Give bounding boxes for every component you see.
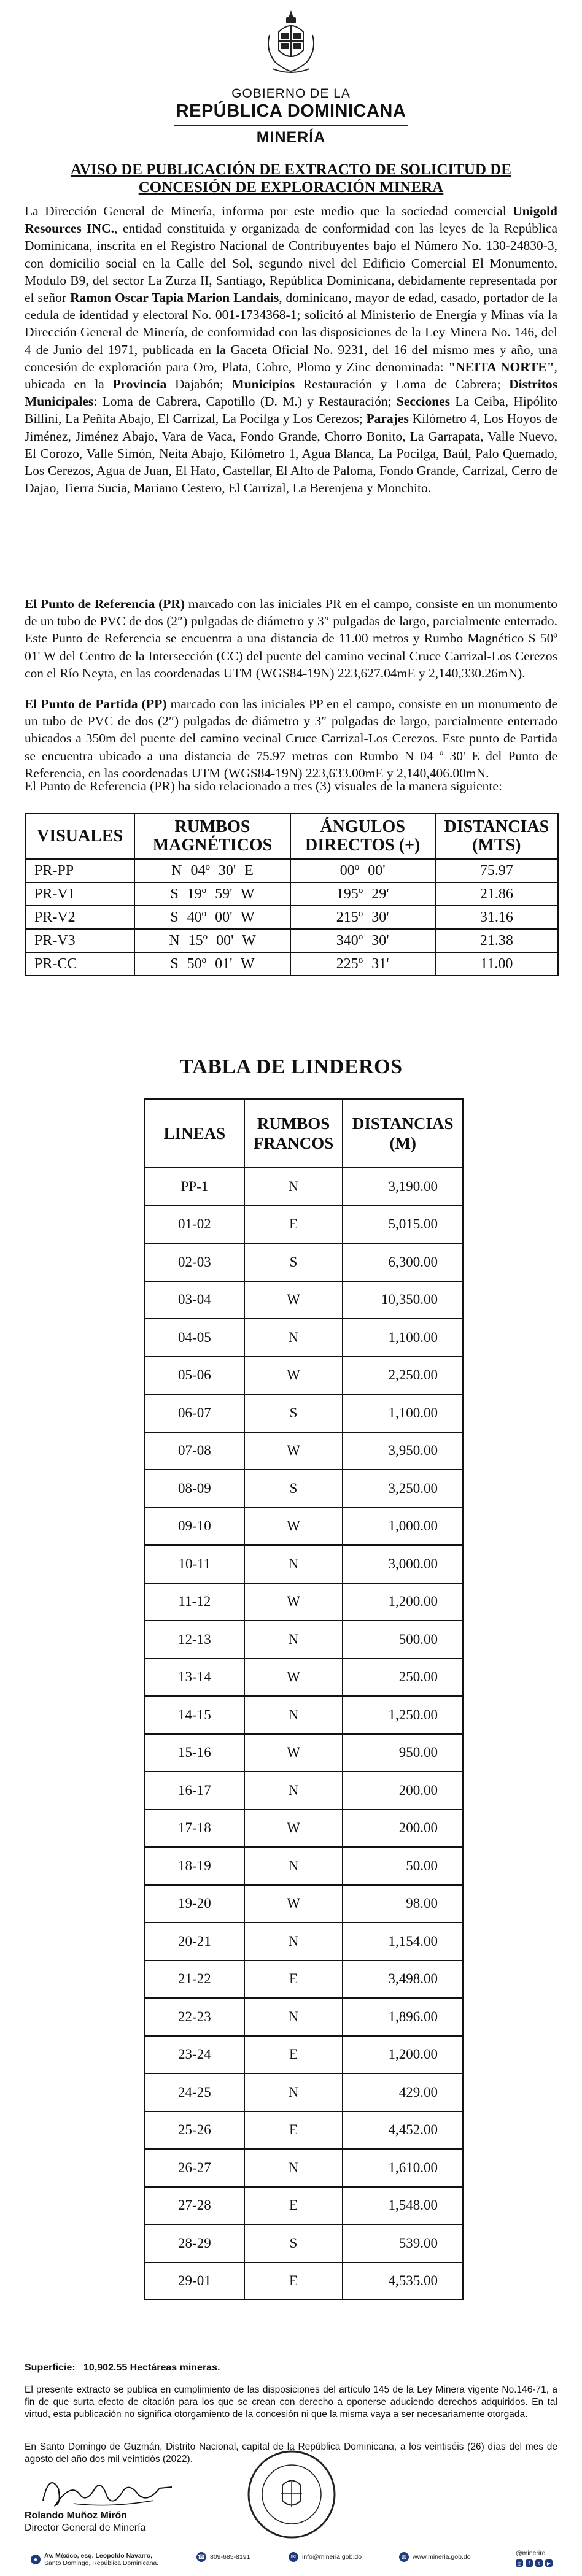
- line-cell: 06-07: [145, 1394, 244, 1432]
- sections-label: Secciones: [396, 394, 451, 409]
- distance-cell: 10,350.00: [343, 1281, 463, 1319]
- line-cell: 25-26: [145, 2111, 244, 2150]
- distance-cell: 98.00: [343, 1885, 463, 1923]
- distance-cell: 1,610.00: [343, 2149, 463, 2187]
- email-link[interactable]: info@mineria.gob.do: [302, 2553, 362, 2561]
- representative-name: Ramon Oscar Tapia Marion Landais: [70, 290, 279, 306]
- distance-cell: 1,250.00: [343, 1696, 463, 1734]
- municipalities-label: Municipios: [231, 377, 295, 392]
- line-cell: 27-28: [145, 2187, 244, 2225]
- column-header: VISUALES: [25, 814, 134, 859]
- place-date: En Santo Domingo de Guzmán, Distrito Nacional, capital de la República Dominicana, a los veintiséis (26) días del mes de agosto del año dos mil veintidós (2022).: [25, 2442, 557, 2464]
- email-item[interactable]: [289, 2552, 362, 2562]
- area-label: Superficie:: [25, 2362, 76, 2373]
- table-row: [145, 1659, 463, 1697]
- social-handle[interactable]: @minerird: [516, 2550, 546, 2557]
- distance-cell: 1,548.00: [343, 2187, 463, 2225]
- direction-cell: W: [244, 1885, 343, 1923]
- distance-cell: 4,535.00: [343, 2262, 463, 2300]
- paragraph-reference-point: [25, 595, 557, 682]
- area-line: [25, 2362, 220, 2374]
- distance-cell: 250.00: [343, 1659, 463, 1697]
- line-cell: 08-09: [145, 1470, 244, 1508]
- paragraph-visuals-intro: El Punto de Referencia (PR) ha sido relacionado a tres (3) visuales de la manera siguiente:: [25, 779, 502, 793]
- instagram-icon[interactable]: ◎: [516, 2559, 523, 2567]
- boundaries-table-title: TABLA DE LINDEROS: [179, 1055, 403, 1078]
- social-icons: [516, 2559, 553, 2567]
- header-divider: [174, 125, 408, 126]
- line-cell: 18-19: [145, 1847, 244, 1885]
- location-icon: ●: [31, 2555, 41, 2564]
- signer-block: [25, 2510, 146, 2534]
- table-row: [145, 1810, 463, 1848]
- concession-name: "NEITA NORTE": [448, 359, 554, 374]
- web-link[interactable]: www.mineria.gob.do: [413, 2553, 471, 2561]
- distance-cell: 2,250.00: [343, 1357, 463, 1395]
- distance-cell: 3,250.00: [343, 1470, 463, 1508]
- line-cell: 09-10: [145, 1508, 244, 1546]
- table-row: [145, 1470, 463, 1508]
- government-line1: GOBIERNO DE LA: [231, 87, 351, 101]
- address-text: Av. México, esq. Leopoldo Navarro, Santo Domingo, República Dominicana.: [44, 2552, 159, 2567]
- distance-cell: 539.00: [343, 2224, 463, 2262]
- angle-cell: 225º 31': [290, 952, 435, 976]
- direction-cell: N: [244, 1545, 343, 1583]
- line-cell: 29-01: [145, 2262, 244, 2300]
- letterhead: [0, 7, 582, 147]
- phone-item[interactable]: [196, 2552, 250, 2562]
- government-line2: REPÚBLICA DOMINICANA: [176, 101, 406, 121]
- distance-cell: 500.00: [343, 1621, 463, 1659]
- line-cell: 02-03: [145, 1243, 244, 1281]
- text-segment: marcado con las iniciales PP en el campo, consiste en un monumento de un tubo de PVC de dos (2″) pulgadas de diámetro y 3″ pulgadas de largo, parcialmente enterrado ubicados a 350m del puente del camino vecinal Cruce Carrizal-Los Cerezos. Este punto de Partida se encuentra ubicado a una distancia de 75.97 metros con Rumbo N 04 º 30' E del Punto de Referencia, en las coordenadas UTM (WGS84-19N) 223,633.00mE y 2,140,406.00mN.: [25, 696, 557, 781]
- phone-text[interactable]: 809-685-8191: [210, 2553, 250, 2561]
- text-segment: La Dirección General de Minería, informa por este medio que la sociedad comercial: [25, 204, 513, 218]
- direction-cell: N: [244, 1847, 343, 1885]
- reference-point-label: El Punto de Referencia (PR): [25, 596, 185, 611]
- column-header: LINEAS: [145, 1099, 244, 1168]
- distance-cell: 1,200.00: [343, 1583, 463, 1621]
- direction-cell: W: [244, 1583, 343, 1621]
- direction-cell: W: [244, 1432, 343, 1470]
- coat-of-arms-icon: [254, 7, 328, 81]
- contact-bar: [12, 2547, 570, 2569]
- table-row: [145, 1696, 463, 1734]
- text-segment: Dajabón;: [166, 377, 232, 392]
- distance-cell: 200.00: [343, 1772, 463, 1810]
- text-segment: , dominicano, mayor de edad, casado, portador de la cedula de identidad y electoral No. 001-1734368-1; solicitó al Ministerio de Energía y Minas vía la Dirección General de Minería, de conformidad con las disposiciones de la Ley Minera No. 146, del 4 de Junio del 1971, publicada en la Gaceta Oficial No. 9231, del 16 del mismo mes y año, una concesión de exploración para Oro, Plata, Cobre, Plomo y Zinc denominada:: [25, 290, 558, 374]
- column-header: DISTANCIAS (MTS): [435, 814, 558, 859]
- direction-cell: N: [244, 1168, 343, 1206]
- column-header: RUMBOS MAGNÉTICOS: [134, 814, 290, 859]
- column-header: ÁNGULOS DIRECTOS (+): [290, 814, 435, 859]
- facebook-icon[interactable]: f: [526, 2559, 533, 2567]
- signer-title: Director General de Minería: [25, 2523, 146, 2533]
- text-segment: La Ceiba, Hipólito Billini, La Peñita Abajo, El Carrizal, La Pocilga y Los Cerezos;: [25, 394, 557, 426]
- direction-cell: E: [244, 2036, 343, 2074]
- line-cell: 20-21: [145, 1922, 244, 1961]
- line-cell: 16-17: [145, 1772, 244, 1810]
- line-cell: 26-27: [145, 2149, 244, 2187]
- line-cell: 14-15: [145, 1696, 244, 1734]
- table-row: [145, 1281, 463, 1319]
- table-row: [25, 906, 558, 929]
- distance-cell: 1,896.00: [343, 1998, 463, 2036]
- bearing-cell: N 15º 00' W: [134, 929, 290, 952]
- direction-cell: W: [244, 1659, 343, 1697]
- table-row: [145, 1432, 463, 1470]
- web-item[interactable]: [399, 2552, 471, 2562]
- visual-cell: PR-CC: [25, 952, 134, 976]
- angle-cell: 215º 30': [290, 906, 435, 929]
- table-row: [145, 1206, 463, 1244]
- phone-icon: ☎: [196, 2552, 206, 2562]
- line-cell: 11-12: [145, 1583, 244, 1621]
- table-row: [145, 2224, 463, 2262]
- angle-cell: 195º 29': [290, 882, 435, 906]
- text-segment: : Loma de Cabrera, Capotillo (D. M.) y Restauración;: [93, 394, 397, 409]
- visuals-table: [25, 813, 559, 976]
- table-row: [25, 882, 558, 906]
- table-row: [145, 1847, 463, 1885]
- direction-cell: E: [244, 2187, 343, 2225]
- places-label: Parajes: [366, 411, 409, 426]
- table-row: [145, 1357, 463, 1395]
- email-icon: ✉: [289, 2552, 298, 2562]
- distance-cell: 3,950.00: [343, 1432, 463, 1470]
- direction-cell: W: [244, 1810, 343, 1848]
- line-cell: 19-20: [145, 1885, 244, 1923]
- line-cell: 12-13: [145, 1621, 244, 1659]
- table-row: [145, 2187, 463, 2225]
- table-row: [145, 1319, 463, 1357]
- distance-cell: 1,200.00: [343, 2036, 463, 2074]
- paragraph-intro: [25, 202, 557, 496]
- youtube-icon[interactable]: ▶: [545, 2559, 553, 2567]
- direction-cell: S: [244, 1243, 343, 1281]
- table-row: [145, 1394, 463, 1432]
- text-segment: Kilómetro 4, Los Hoyos de Jiménez, Jiménez Abajo, Vara de Vaca, Fondo Grande, Chorro Bonito, La Garrapata, Valle Nuevo, El Corozo, Valle Simón, Neita Abajo, Kilómetro 1, Agua Blanca, La Pocilga, Baúl, Palo Quemado, Los Cerezos, Agua de Juan, El Hato, Castellar, El Alto de Paloma, Fondo Grande, Carrizal, Cerro de Dajao, Tierra Sucia, Mariano Cestero, El Carrizal, La Berenjena y Monchito.: [25, 411, 557, 496]
- text-segment: Restauración y Loma de Cabrera;: [295, 377, 510, 392]
- visual-cell: PR-V3: [25, 929, 134, 952]
- distance-cell: 50.00: [343, 1847, 463, 1885]
- distance-cell: 6,300.00: [343, 1243, 463, 1281]
- direction-cell: E: [244, 1961, 343, 1999]
- line-cell: 22-23: [145, 1998, 244, 2036]
- line-cell: 28-29: [145, 2224, 244, 2262]
- line-cell: 01-02: [145, 1206, 244, 1244]
- direction-cell: N: [244, 2073, 343, 2111]
- direction-cell: N: [244, 1621, 343, 1659]
- bearing-cell: S 50º 01' W: [134, 952, 290, 976]
- direction-cell: W: [244, 1357, 343, 1395]
- table-row: [145, 1545, 463, 1583]
- table-row: [145, 1583, 463, 1621]
- notice-title: AVISO DE PUBLICACIÓN DE EXTRACTO DE SOLICITUD DE CONCESIÓN DE EXPLORACIÓN MINERA: [71, 161, 511, 196]
- distance-cell: 1,100.00: [343, 1394, 463, 1432]
- table-header-row: [25, 814, 558, 859]
- globe-icon: ◍: [399, 2552, 409, 2562]
- direction-cell: N: [244, 2149, 343, 2187]
- signature-image: [37, 2470, 178, 2513]
- direction-cell: W: [244, 1281, 343, 1319]
- agency-name: MINERÍA: [256, 129, 326, 146]
- table-row: [25, 929, 558, 952]
- direction-cell: N: [244, 1696, 343, 1734]
- distance-cell: 21.86: [435, 882, 558, 906]
- table-row: [145, 1621, 463, 1659]
- distance-cell: 4,452.00: [343, 2111, 463, 2150]
- visual-cell: PR-PP: [25, 859, 134, 882]
- province-label: Provincia: [112, 377, 167, 392]
- company-name: Unigold Resources INC.: [25, 204, 557, 236]
- social-item: [516, 2550, 553, 2567]
- districts-label: Distritos Municipales: [25, 377, 557, 409]
- table-row: [145, 1961, 463, 1999]
- official-stamp-icon: [246, 2448, 338, 2540]
- table-row: [25, 952, 558, 976]
- text-segment: marcado con las iniciales PR en el campo, consiste en un monumento de un tubo de PVC de dos (2″) pulgadas de diámetro y 3″ pulgadas de largo, parcialmente enterrado. Este Punto de Referencia se encuentra a una distancia de 11.00 metros y Rumbo Magnético S 50º 01' W del Centro de la Intersección (CC) del puente del camino vecinal Cruce Carrizal-Los Cerezos con el Río Neyta, en las coordenadas UTM (WGS84-19N) 223,627.04mE y 2,140,330.26mN).: [25, 596, 557, 681]
- twitter-icon[interactable]: t: [535, 2559, 543, 2567]
- signer-name: Rolando Muñoz Mirón: [25, 2510, 128, 2521]
- direction-cell: N: [244, 1998, 343, 2036]
- distance-cell: 950.00: [343, 1734, 463, 1772]
- table-row: [145, 2073, 463, 2111]
- table-row: [145, 2262, 463, 2300]
- distance-cell: 200.00: [343, 1810, 463, 1848]
- table-row: [145, 2149, 463, 2187]
- line-cell: 03-04: [145, 1281, 244, 1319]
- column-header: RUMBOS FRANCOS: [244, 1099, 343, 1168]
- line-cell: 04-05: [145, 1319, 244, 1357]
- address-item: [31, 2552, 158, 2567]
- table-row: [145, 1885, 463, 1923]
- bearing-cell: S 40º 00' W: [134, 906, 290, 929]
- text-segment: , ubicada en la: [25, 359, 557, 392]
- direction-cell: N: [244, 1319, 343, 1357]
- table-row: [145, 1998, 463, 2036]
- line-cell: 17-18: [145, 1810, 244, 1848]
- distance-cell: 5,015.00: [343, 1206, 463, 1244]
- table-row: [145, 1772, 463, 1810]
- table-row: [25, 859, 558, 882]
- line-cell: 07-08: [145, 1432, 244, 1470]
- distance-cell: 1,154.00: [343, 1922, 463, 1961]
- table-row: [145, 1734, 463, 1772]
- distance-cell: 1,100.00: [343, 1319, 463, 1357]
- visual-cell: PR-V1: [25, 882, 134, 906]
- distance-cell: 31.16: [435, 906, 558, 929]
- direction-cell: N: [244, 1922, 343, 1961]
- direction-cell: E: [244, 1206, 343, 1244]
- direction-cell: E: [244, 2111, 343, 2150]
- bearing-cell: S 19º 59' W: [134, 882, 290, 906]
- angle-cell: 340º 30': [290, 929, 435, 952]
- legal-notice: El presente extracto se publica en cumplimiento de las disposiciones del artículo 145 de la Ley Minera vigente No.146-71, a fin de que surta efecto de citación para los que se crean con derecho a oponerse aduciendo derechos adquiridos. En tal virtud, esta publicación no significa otorgamiento de la concesión ni que la misma vaya a ser necesariamente otorgada.: [25, 2385, 557, 2420]
- table-row: [145, 2036, 463, 2074]
- table-header-row: [145, 1099, 463, 1168]
- direction-cell: N: [244, 1772, 343, 1810]
- distance-cell: 21.38: [435, 929, 558, 952]
- bearing-cell: N 04º 30' E: [134, 859, 290, 882]
- table-row: [145, 1168, 463, 1206]
- distance-cell: 429.00: [343, 2073, 463, 2111]
- visual-cell: PR-V2: [25, 906, 134, 929]
- line-cell: 10-11: [145, 1545, 244, 1583]
- direction-cell: E: [244, 2262, 343, 2300]
- direction-cell: S: [244, 2224, 343, 2262]
- text-segment: , entidad constituida y organizada de conformidad con las leyes de la República Dominicana, inscrita en el Registro Nacional de Contribuyentes bajo el Número No. 130-24830-3, con domicilio social en la Calle del Sol, segundo nivel del Edificio Comercial El Monumento, Modulo B9, del sector La Zurza II, Santiago, República Dominicana, debidamente representada por el señor: [25, 221, 558, 306]
- distance-cell: 11.00: [435, 952, 558, 976]
- distance-cell: 3,498.00: [343, 1961, 463, 1999]
- line-cell: 21-22: [145, 1961, 244, 1999]
- table-row: [145, 2111, 463, 2150]
- table-row: [145, 1508, 463, 1546]
- line-cell: 24-25: [145, 2073, 244, 2111]
- distance-cell: 75.97: [435, 859, 558, 882]
- line-cell: 15-16: [145, 1734, 244, 1772]
- direction-cell: S: [244, 1470, 343, 1508]
- column-header: DISTANCIAS (M): [343, 1099, 463, 1168]
- line-cell: 05-06: [145, 1357, 244, 1395]
- direction-cell: W: [244, 1734, 343, 1772]
- direction-cell: W: [244, 1508, 343, 1546]
- distance-cell: 3,190.00: [343, 1168, 463, 1206]
- starting-point-label: El Punto de Partida (PP): [25, 696, 167, 711]
- line-cell: PP-1: [145, 1168, 244, 1206]
- paragraph-starting-point: [25, 695, 557, 782]
- area-value: 10,902.55 Hectáreas mineras.: [83, 2362, 220, 2373]
- line-cell: 23-24: [145, 2036, 244, 2074]
- direction-cell: S: [244, 1394, 343, 1432]
- boundaries-table: [144, 1098, 464, 2300]
- angle-cell: 00º 00': [290, 859, 435, 882]
- table-row: [145, 1922, 463, 1961]
- table-row: [145, 1243, 463, 1281]
- distance-cell: 1,000.00: [343, 1508, 463, 1546]
- distance-cell: 3,000.00: [343, 1545, 463, 1583]
- line-cell: 13-14: [145, 1659, 244, 1697]
